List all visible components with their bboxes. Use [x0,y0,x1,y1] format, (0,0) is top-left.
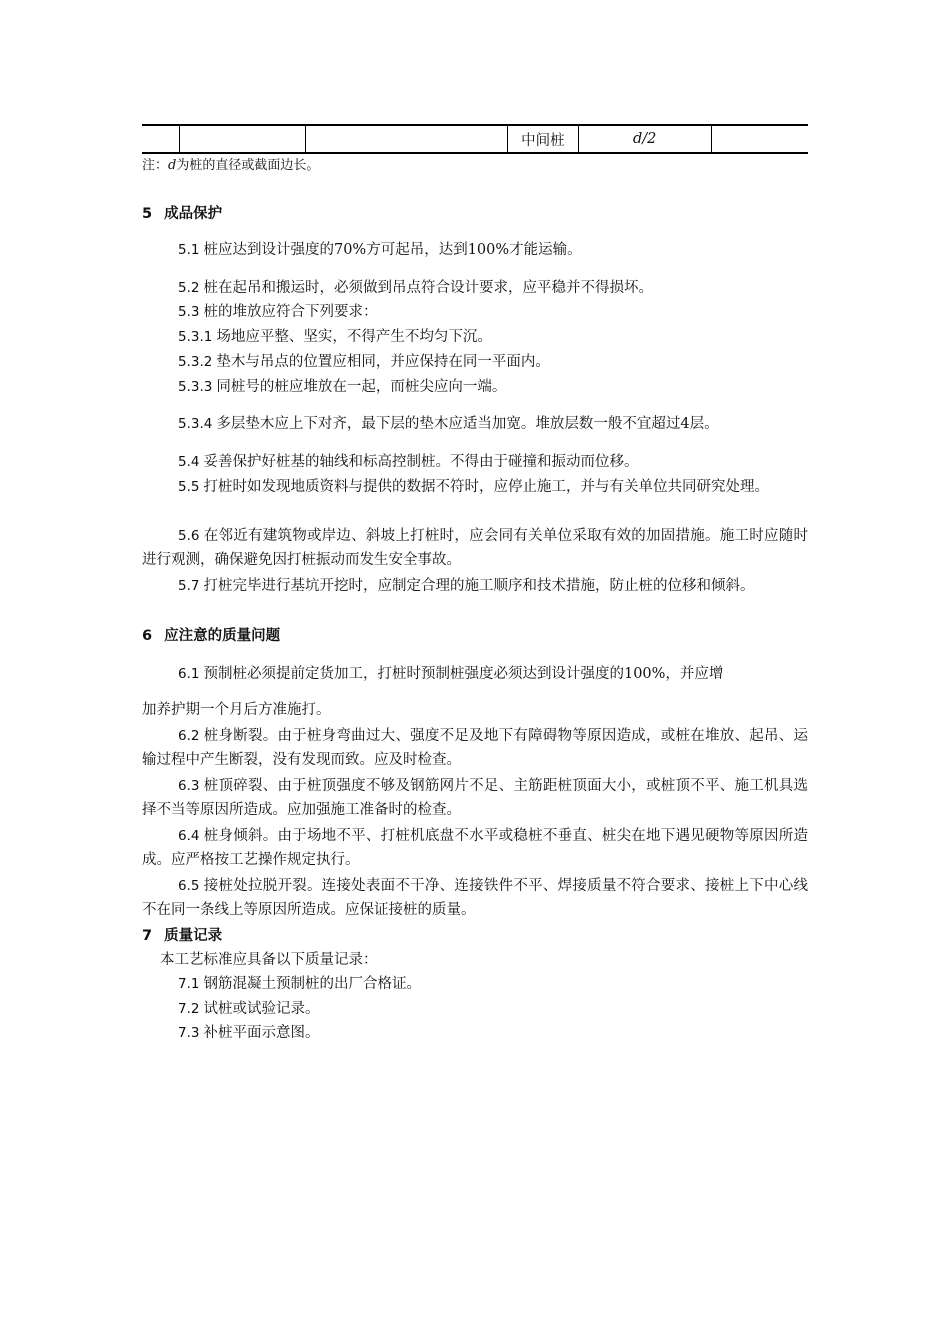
table-note [142,154,319,173]
table-cell: 中间桩 [508,125,579,153]
paragraph: 5.2 桩在起吊和搬运时，必须做到吊点符合设计要求，应平稳并不得损坏。 [178,280,653,296]
paragraph: 5.3 桩的堆放应符合下列要求： [178,304,378,320]
table-cell: d/2 [578,125,711,153]
table-cell [305,125,507,153]
paragraph: 加养护期一个月后方准施打。 [142,702,331,718]
paragraph: 6.4 桩身倾斜。由于场地不平、打桩机底盘不水平或稳桩不垂直、桩尖在地下遇见硬物等原因所造成。应严格按工艺操作规定执行。 [142,828,808,868]
paragraph: 7.3 补桩平面示意图。 [178,1025,320,1041]
note-text: 为桩的直径或截面边长。 [176,158,320,173]
paragraph: 本工艺标准应具备以下质量记录： [160,952,378,968]
paragraph: 5.3.4 多层垫木应上下对齐，最下层的垫木应适当加宽。堆放层数一般不宜超过4层。 [178,416,719,432]
paragraph: 5.1 桩应达到设计强度的70%方可起吊，达到100%才能运输。 [178,242,582,258]
spec-table-fragment [142,124,808,154]
paragraph: 7.1 钢筋混凝土预制桩的出厂合格证。 [178,976,421,992]
table-cell [142,125,179,153]
paragraph: 5.7 打桩完毕进行基坑开挖时，应制定合理的施工顺序和技术措施，防止桩的位移和倾斜。 [178,578,755,594]
table-cell [179,125,305,153]
paragraph: 6.1 预制桩必须提前定货加工，打桩时预制桩强度必须达到设计强度的100%，并应增 [178,666,724,682]
paragraph: 5.6 在邻近有建筑物或岸边、斜坡上打桩时，应会同有关单位采取有效的加固措施。施工时应随时进行观测，确保避免因打桩振动而发生安全事故。 [142,528,808,568]
table-row [142,125,808,153]
section-heading: 7 质量记录 [142,928,223,944]
paragraph: 6.2 桩身断裂。由于桩身弯曲过大、强度不足及地下有障碍物等原因造成，或桩在堆放、起吊、运输过程中产生断裂，没有发现而致。应及时检查。 [142,728,808,768]
note-variable: d [168,158,177,173]
paragraph: 5.3.1 场地应平整、坚实，不得产生不均匀下沉。 [178,329,492,345]
table-cell [711,125,808,153]
paragraph: 7.2 试桩或试验记录。 [178,1001,320,1017]
paragraph: 5.3.3 同桩号的桩应堆放在一起，而桩尖应向一端。 [178,379,507,395]
paragraph: 5.3.2 垫木与吊点的位置应相同，并应保持在同一平面内。 [178,354,550,370]
paragraph: 6.3 桩顶碎裂、由于桩顶强度不够及钢筋网片不足、主筋距桩顶面大小，或桩顶不平、施工机具选择不当等原因所造成。应加强施工准备时的检查。 [142,778,808,818]
paragraph: 6.5 接桩处拉脱开裂。连接处表面不干净、连接铁件不平、焊接质量不符合要求、接桩上下中心线不在同一条线上等原因所造成。应保证接桩的质量。 [142,878,808,918]
note-prefix: 注： [142,158,169,173]
paragraph: 5.4 妥善保护好桩基的轴线和标高控制桩。不得由于碰撞和振动而位移。 [178,454,639,470]
section-heading: 5 成品保护 [142,206,223,222]
section-heading: 6 应注意的质量问题 [142,628,281,644]
paragraph: 5.5 打桩时如发现地质资料与提供的数据不符时，应停止施工，并与有关单位共同研究处理。 [178,479,769,495]
